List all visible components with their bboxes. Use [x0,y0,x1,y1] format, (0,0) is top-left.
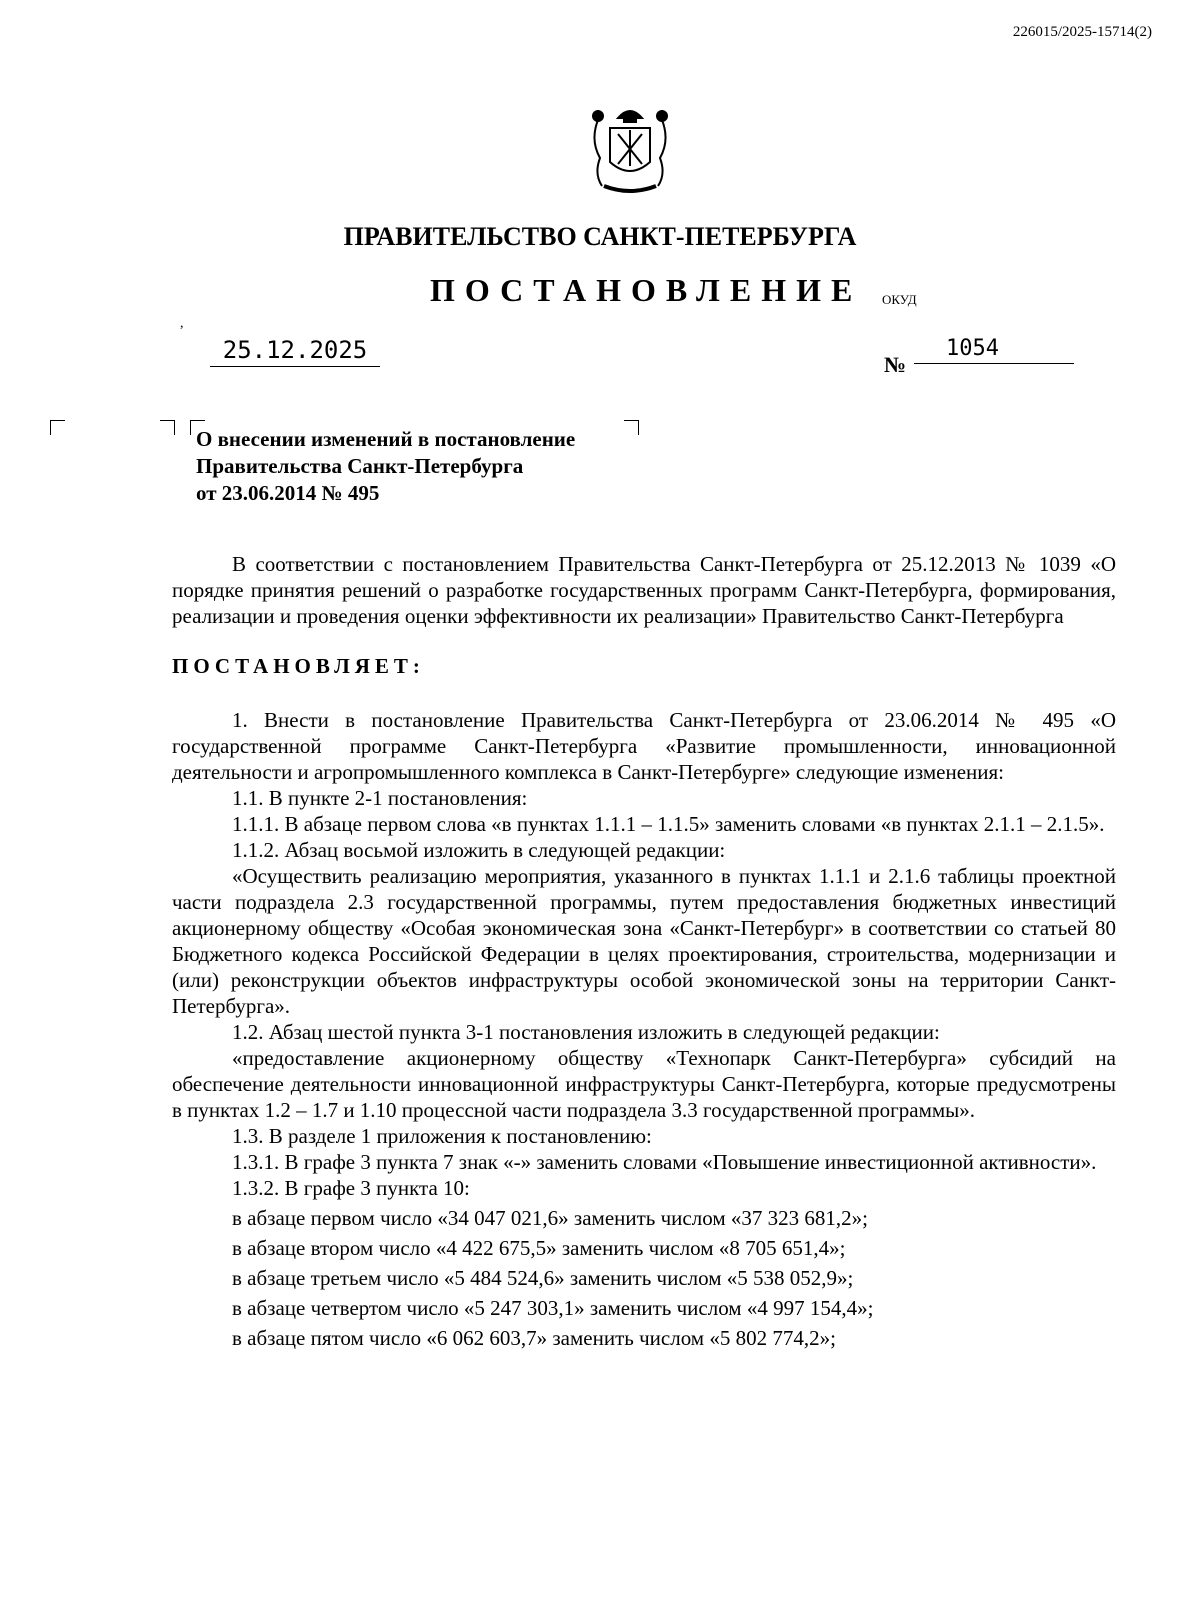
decrees-heading: ПОСТАНОВЛЯЕТ: [172,654,425,678]
paragraph: «Осуществить реализацию мероприятия, указанного в пунктах 1.1.1 и 2.1.6 таблицы проектной части подраздела 2.3 государственной программы, путем предоставления бюджетных инвестиций акционерному обществу «Особая экономическая зона «Санкт-Петербург» в соответствии со статьей 80 Бюджетного кодекса Российской Федерации в целях проектирования, строительства, модернизации и (или) реконструкции объектов инфраструктуры особой экономической зоны на территории Санкт-Петербурга». [172,864,1116,1018]
corner-mark [50,420,65,435]
paragraph: 1.3.2. В графе 3 пункта 10: [232,1176,470,1200]
replacement-line: в абзаце четвертом число «5 247 303,1» заменить числом «4 997 154,4»; [232,1296,874,1320]
paragraph: 1.1. В пункте 2-1 постановления: [232,786,528,810]
paragraph: 1.3.1. В графе 3 пункта 7 знак «-» заменить словами «Повышение инвестиционной активности». [232,1150,1097,1174]
registration-number: 226015/2025-15714(2) [1012,24,1152,40]
corner-mark [160,420,175,435]
number-label: № [884,352,907,377]
replacement-line: в абзаце втором число «4 422 675,5» заменить числом «8 705 651,4»; [232,1236,846,1260]
paragraph: 1.2. Абзац шестой пункта 3-1 постановления изложить в следующей редакции: [232,1020,940,1044]
corner-mark [624,420,639,435]
replacement-line: в абзаце первом число «34 047 021,6» заменить числом «37 323 681,2»; [232,1206,868,1230]
title-line: О внесении изменений в постановление [196,427,576,451]
paragraph: 1.3. В разделе 1 приложения к постановлению: [232,1124,652,1148]
paragraph: 1. Внести в постановление Правительства Санкт-Петербурга от 23.06.2014 № 495 «О государственной программе Санкт-Петербурга «Развитие промышленности, инновационной деятельности и агропромышленного комплекса в Санкт-Петербурге» следующие изменения: [172,708,1116,784]
title-line: Правительства Санкт-Петербурга [196,454,524,478]
government-name: ПРАВИТЕЛЬСТВО САНКТ-ПЕТЕРБУРГА [343,222,857,251]
document-title [196,426,575,507]
paragraph: 1.1.2. Абзац восьмой изложить в следующей редакции: [232,838,726,862]
paragraph: 1.1.1. В абзаце первом слова «в пунктах 1.1.1 – 1.1.5» заменить словами «в пунктах 2.1.1 – 2.1.5». [232,812,1105,836]
document-date: 25.12.2025 [210,336,380,367]
margin-mark: , [180,316,184,331]
document-number: 1054 [914,336,1074,364]
document-body [172,551,1116,1355]
title-line: от 23.06.2014 № 495 [196,481,380,505]
preamble: В соответствии с постановлением Правительства Санкт-Петербурга от 25.12.2013 № 1039 «О порядке принятия решений о разработке государственных программ Санкт-Петербурга, формирования, реализации и проведения оценки эффективности их реализации» Правительство Санкт-Петербурга [172,552,1116,628]
replacement-line: в абзаце пятом число «6 062 603,7» заменить числом «5 802 774,2»; [232,1326,836,1350]
replacement-line: в абзаце третьем число «5 484 524,6» заменить числом «5 538 052,9»; [232,1266,854,1290]
okud-label: ОКУД [882,292,917,307]
coat-of-arms-icon [580,100,680,200]
paragraph: «предоставление акционерному обществу «Технопарк Санкт-Петербурга» субсидий на обеспечение деятельности инновационной инфраструктуры Санкт-Петербурга, которые предусмотрены в пунктах 1.2 – 1.7 и 1.10 процессной части подраздела 3.3 государственной программы». [172,1046,1116,1122]
document-type: ПОСТАНОВЛЕНИЕ [430,272,863,308]
